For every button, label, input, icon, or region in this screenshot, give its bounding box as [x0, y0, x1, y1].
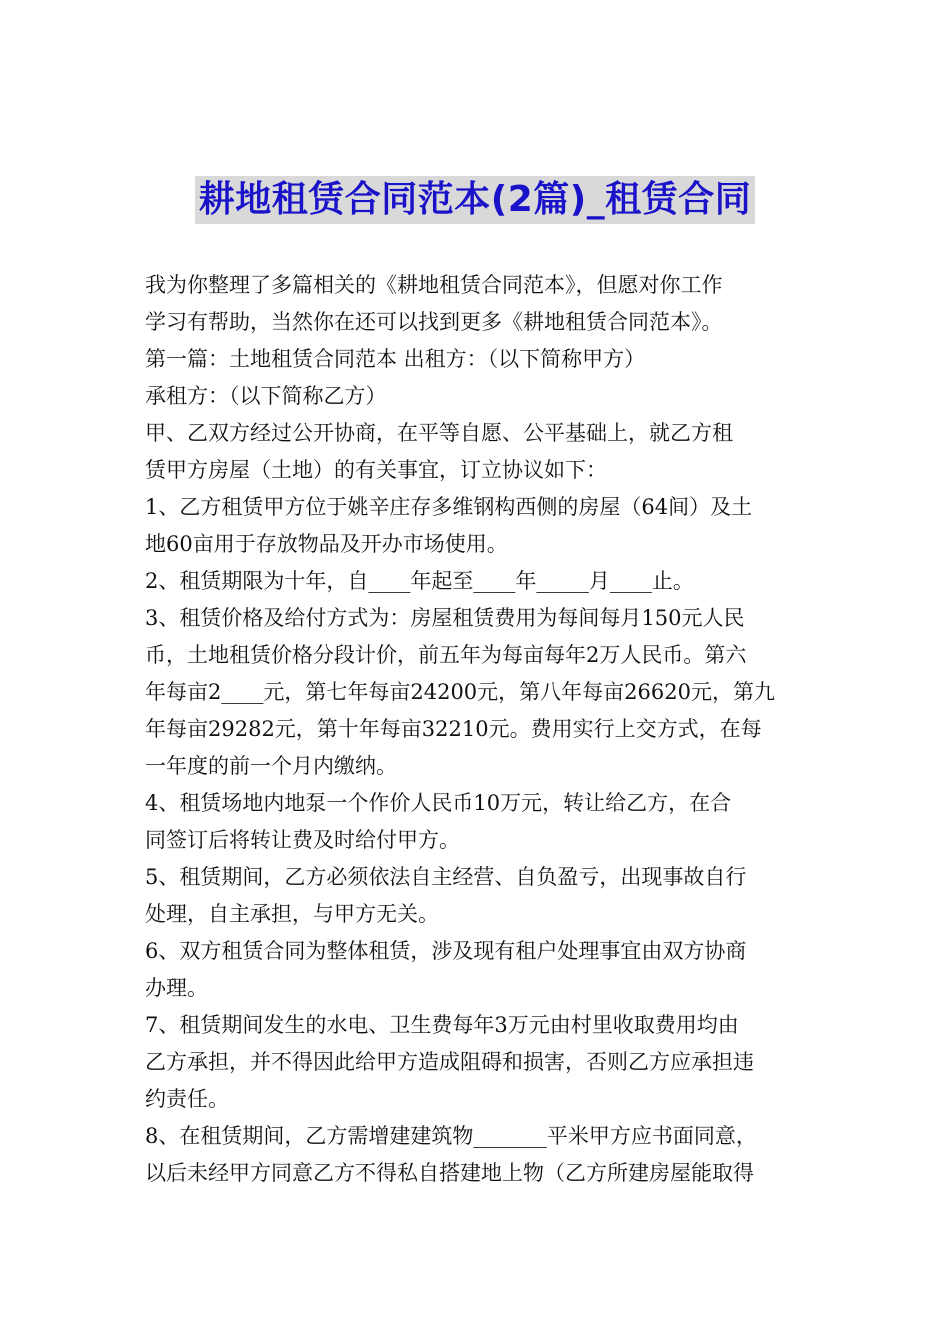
paragraph-line: 币，土地租赁价格分段计价，前五年为每亩每年2万人民币。第六: [145, 643, 747, 667]
paragraph-line: 5、租赁期间，乙方必须依法自主经营、自负盈亏，出现事故自行: [145, 865, 747, 889]
paragraph-line: 8、在租赁期间，乙方需增建建筑物_______平米甲方应书面同意，: [145, 1124, 757, 1148]
paragraph-line: 2、租赁期限为十年，自____年起至____年_____月____止。: [145, 569, 694, 593]
title-wrap: [0, 176, 950, 224]
paragraph-line: 甲、乙双方经过公开协商，在平等自愿、公平基础上，就乙方租: [145, 421, 733, 445]
paragraph-line: 学习有帮助，当然你在还可以找到更多《耕地租赁合同范本》。: [145, 310, 723, 334]
paragraph-line: 约责任。: [145, 1087, 229, 1111]
paragraph-line: 乙方承担，并不得因此给甲方造成阻碍和损害，否则乙方应承担违: [145, 1050, 754, 1074]
paragraph-line: 处理，自主承担，与甲方无关。: [145, 902, 439, 926]
paragraph-line: 年每亩2____元，第七年每亩24200元，第八年每亩26620元，第九: [145, 680, 775, 704]
paragraph-line: 第一篇：土地租赁合同范本 出租方：（以下简称甲方）: [145, 347, 646, 371]
paragraph-line: 3、租赁价格及给付方式为：房屋租赁费用为每间每月150元人民: [145, 606, 745, 630]
paragraph-line: 以后未经甲方同意乙方不得私自搭建地上物（乙方所建房屋能取得: [145, 1161, 754, 1185]
paragraph-line: 年每亩29282元，第十年每亩32210元。费用实行上交方式，在每: [145, 717, 762, 741]
paragraph-line: 4、租赁场地内地泵一个作价人民币10万元，转让给乙方，在合: [145, 791, 732, 815]
paragraph-line: 6、双方租赁合同为整体租赁，涉及现有租户处理事宜由双方协商: [145, 939, 747, 963]
paragraph-line: 办理。: [145, 976, 208, 1000]
document-title: 耕地租赁合同范本(2篇)_租赁合同: [195, 176, 755, 224]
paragraph-line: 7、租赁期间发生的水电、卫生费每年3万元由村里收取费用均由: [145, 1013, 739, 1037]
paragraph-line: 赁甲方房屋（土地）的有关事宜，订立协议如下：: [145, 458, 607, 482]
paragraph-line: 我为你整理了多篇相关的《耕地租赁合同范本》，但愿对你工作: [145, 273, 723, 297]
paragraph-line: 承租方：（以下简称乙方）: [145, 384, 387, 408]
paragraph-line: 地60亩用于存放物品及开办市场使用。: [145, 532, 508, 556]
paragraph-line: 一年度的前一个月内缴纳。: [145, 754, 397, 778]
paragraph-line: 同签订后将转让费及时给付甲方。: [145, 828, 460, 852]
paragraph-line: 1、乙方租赁甲方位于姚辛庄存多维钢构西侧的房屋（64间）及土: [145, 495, 753, 519]
document-body: [145, 267, 810, 1192]
